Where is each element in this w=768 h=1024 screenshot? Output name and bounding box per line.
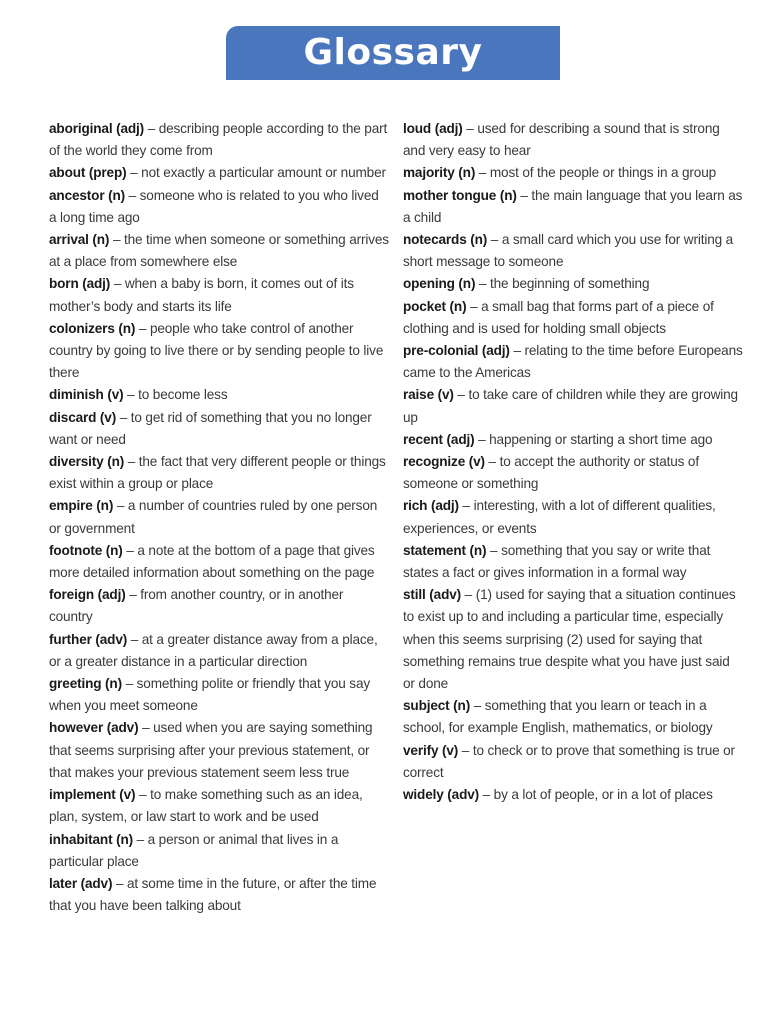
glossary-definition: – when a baby is born, it comes out of its mother’s body and starts its life: [49, 276, 354, 314]
glossary-definition: – the main language that you learn as a child: [403, 187, 743, 225]
glossary-term: arrival (n): [49, 232, 110, 248]
glossary-term: majority (n): [403, 165, 476, 181]
glossary-term: inhabitant (n): [49, 831, 133, 847]
glossary-term: diversity (n): [49, 454, 125, 470]
glossary-entry: [49, 229, 389, 273]
glossary-entry: [403, 495, 743, 539]
glossary-entry: [403, 229, 743, 273]
glossary-entry: [403, 784, 743, 806]
glossary-definition: – a small card which you use for writing a short message to someone: [403, 232, 734, 270]
glossary-definition: – (1) used for saying that a situation continues to exist up to and including a particular time, especially when this seems surprising (2) used for saying that something remains true despite what you have just said or done: [403, 587, 736, 692]
glossary-entry: [49, 162, 389, 184]
glossary-entry: [49, 873, 389, 917]
glossary-definition: – something polite or friendly that you say when you meet someone: [49, 676, 371, 714]
glossary-entry: [49, 495, 389, 539]
glossary-term: recent (adj): [403, 431, 475, 447]
glossary-term: about (prep): [49, 165, 127, 181]
glossary-term: implement (v): [49, 787, 136, 803]
glossary-entry: [49, 584, 389, 628]
glossary-definition: – to accept the authority or status of someone or something: [403, 454, 699, 492]
glossary-entry: [49, 118, 389, 162]
glossary-definition: – something that you learn or teach in a school, for example English, mathematics, or biology: [403, 698, 713, 736]
glossary-term: greeting (n): [49, 676, 122, 692]
glossary-definition: – a number of countries ruled by one person or government: [49, 498, 378, 536]
glossary-column-left: [49, 118, 389, 917]
glossary-entry: [49, 784, 389, 828]
glossary-term: born (adj): [49, 276, 111, 292]
glossary-definition: – to take care of children while they are growing up: [403, 387, 738, 425]
glossary-term: later (adv): [49, 875, 113, 891]
glossary-entry: [49, 185, 389, 229]
glossary-term: statement (n): [403, 542, 487, 558]
glossary-definition: – most of the people or things in a group: [475, 165, 717, 181]
glossary-entry: [49, 629, 389, 673]
glossary-term: widely (adv): [403, 787, 480, 803]
glossary-term: diminish (v): [49, 387, 124, 403]
glossary-term: aboriginal (adj): [49, 121, 145, 136]
glossary-entry: [403, 296, 743, 340]
glossary-term: foreign (adj): [49, 587, 126, 603]
glossary-definition: – interesting, with a lot of different qualities, experiences, or events: [403, 498, 716, 536]
glossary-definition: – to get rid of something that you no longer want or need: [49, 409, 372, 447]
glossary-title-banner: [226, 26, 560, 80]
glossary-definition: – relating to the time before Europeans came to the Americas: [403, 343, 743, 381]
glossary-entry: [403, 118, 743, 162]
glossary-entry: [403, 451, 743, 495]
glossary-definition: – by a lot of people, or in a lot of places: [479, 787, 713, 803]
glossary-entry: [49, 717, 389, 784]
glossary-definition: – at a greater distance away from a place, or a greater distance in a particular direction: [49, 631, 378, 669]
glossary-definition: – at some time in the future, or after the time that you have been talking about: [49, 875, 377, 914]
glossary-definition: – a person or animal that lives in a particular place: [49, 831, 339, 869]
glossary-term: colonizers (n): [49, 320, 136, 336]
glossary-term: empire (n): [49, 498, 114, 514]
glossary-definition: – a note at the bottom of a page that gives more detailed information about something on the page: [49, 542, 375, 581]
glossary-column-right: [403, 118, 743, 806]
glossary-term: notecards (n): [403, 232, 488, 248]
glossary-term: verify (v): [403, 742, 459, 758]
glossary-term: opening (n): [403, 276, 476, 292]
glossary-definition: – to become less: [123, 387, 228, 403]
glossary-definition: – someone who is related to you who lived a long time ago: [49, 187, 379, 225]
glossary-term: mother tongue (n): [403, 187, 517, 203]
glossary-entry: [49, 318, 389, 385]
glossary-term: rich (adj): [403, 498, 459, 514]
glossary-entry: [49, 273, 389, 317]
glossary-entry: [403, 273, 743, 295]
glossary-definition: – used when you are saying something that seems surprising after your previous statement, or that makes your previous statement seem less true: [49, 720, 373, 780]
glossary-definition: – the beginning of something: [475, 276, 650, 292]
glossary-entry: [49, 451, 389, 495]
glossary-definition: – to make something such as an idea, plan, system, or law start to work and be used: [49, 787, 363, 825]
glossary-entry: [49, 540, 389, 584]
glossary-entry: [403, 540, 743, 584]
glossary-term: ancestor (n): [49, 187, 125, 203]
glossary-entry: [403, 185, 743, 229]
glossary-definition: – used for describing a sound that is strong and very easy to hear: [403, 121, 720, 159]
glossary-term: pocket (n): [403, 298, 467, 314]
glossary-definition: – from another country, or in another country: [49, 587, 344, 625]
glossary-term: subject (n): [403, 698, 471, 714]
glossary-definition: – people who take control of another country by going to live there or by sending people to live there: [49, 320, 384, 381]
glossary-term: still (adv): [403, 587, 462, 603]
glossary-term: recognize (v): [403, 454, 485, 470]
page-title: Glossary: [303, 31, 483, 73]
glossary-definition: – describing people according to the part of the world they come from: [49, 121, 388, 159]
glossary-definition: – the time when someone or something arrives at a place from somewhere else: [49, 232, 389, 270]
glossary-entry: [403, 740, 743, 784]
glossary-entry: [49, 407, 389, 451]
glossary-definition: – to check or to prove that something is true or correct: [403, 742, 735, 780]
glossary-term: footnote (n): [49, 542, 123, 558]
glossary-term: discard (v): [49, 409, 117, 425]
glossary-definition: – a small bag that forms part of a piece of clothing and is used for holding small objects: [403, 298, 714, 336]
glossary-term: loud (adj): [403, 121, 463, 136]
glossary-term: however (adv): [49, 720, 139, 736]
glossary-definition: – something that you say or write that states a fact or gives information in a formal way: [403, 542, 711, 581]
glossary-definition: – not exactly a particular amount or number: [126, 165, 386, 181]
glossary-entry: [49, 673, 389, 717]
glossary-term: pre-colonial (adj): [403, 343, 510, 359]
glossary-entry: [403, 429, 743, 451]
glossary-entry: [403, 695, 743, 739]
glossary-entry: [403, 340, 743, 384]
glossary-entry: [403, 162, 743, 184]
glossary-entry: [49, 829, 389, 873]
glossary-entry: [403, 384, 743, 428]
glossary-term: further (adv): [49, 631, 128, 647]
glossary-definition: – happening or starting a short time ago: [474, 431, 713, 447]
glossary-definition: – the fact that very different people or things exist within a group or place: [49, 454, 386, 492]
glossary-term: raise (v): [403, 387, 454, 403]
glossary-entry: [403, 584, 743, 695]
glossary-entry: [49, 384, 389, 406]
